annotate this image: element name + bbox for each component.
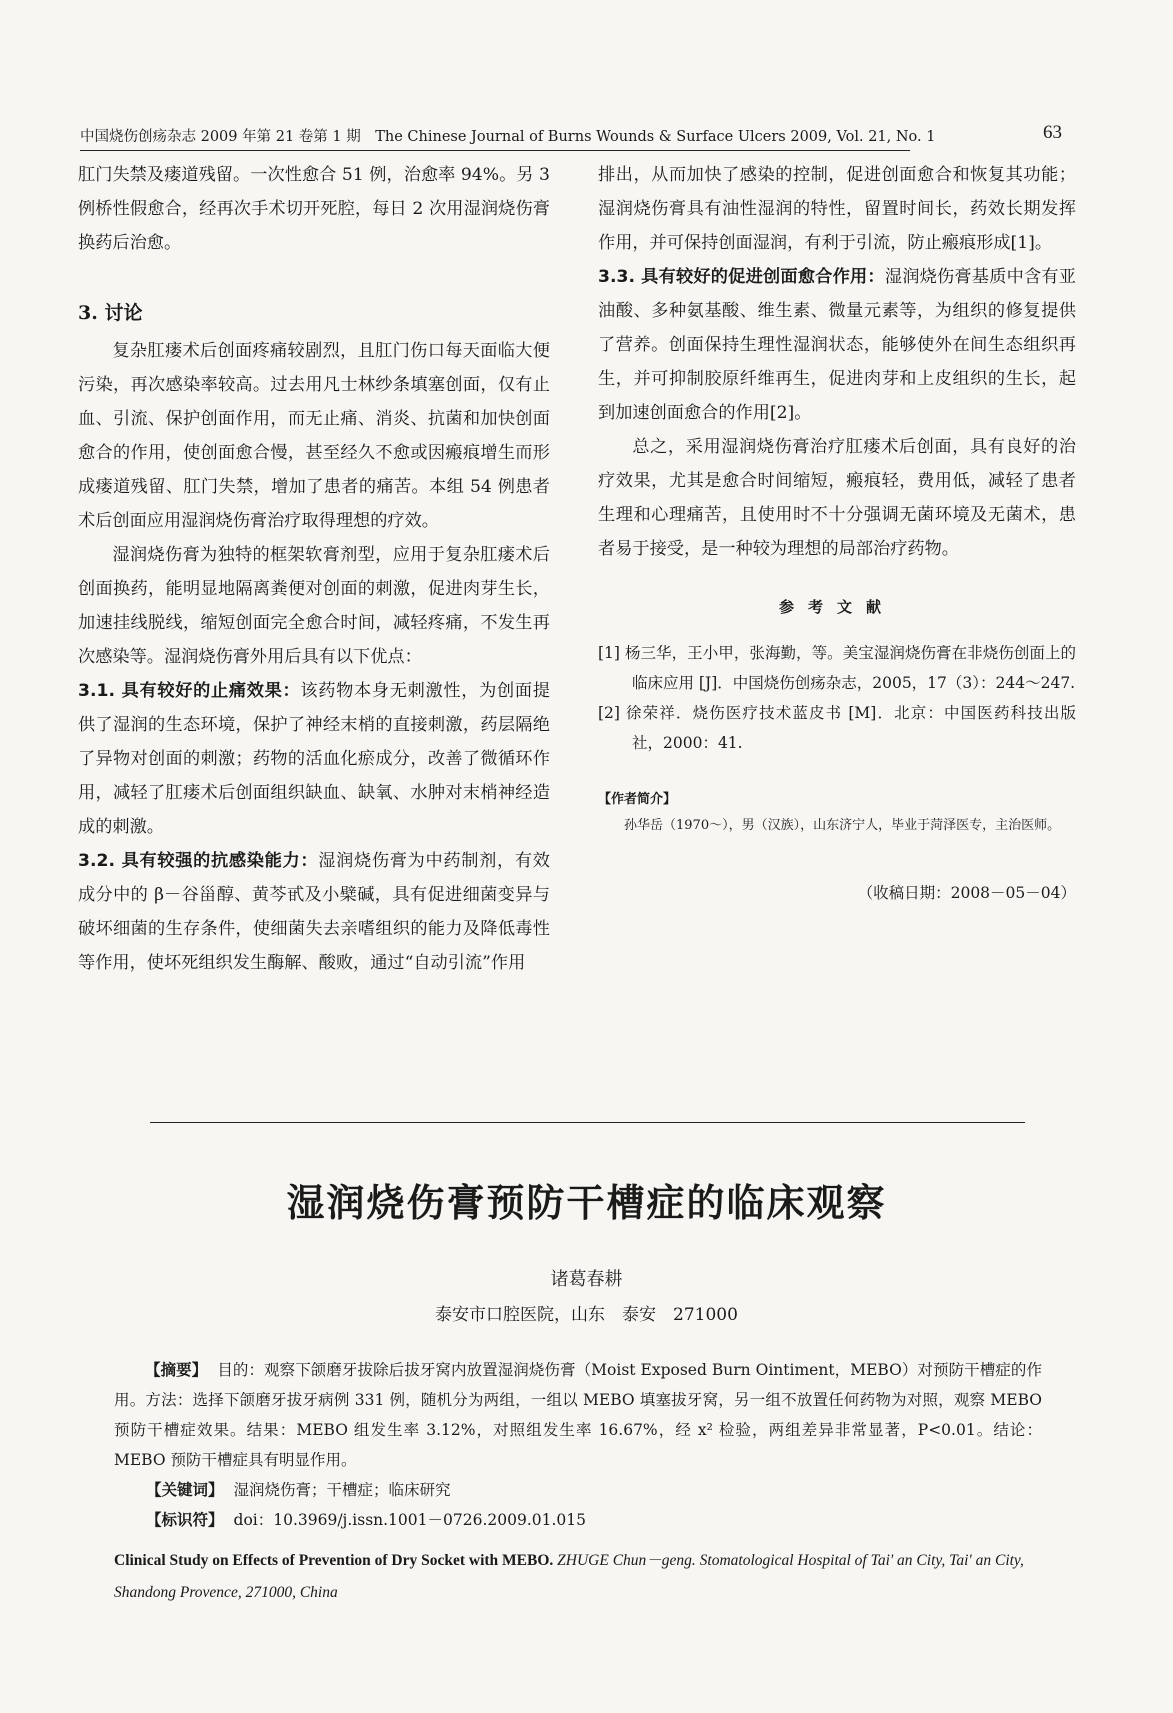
author-intro-body: 孙华岳（1970～），男（汉族），山东济宁人，毕业于菏泽医专，主治医师。 bbox=[624, 818, 1061, 833]
references-title: 参考文献 bbox=[778, 598, 895, 616]
section-3-1-body: 该药物本身无刺激性，为创面提供了湿润的生态环境，保护了神经末梢的直接刺激，药层隔绝了异物对创面的刺激；药物的活血化瘀成分，改善了微循环作用，减轻了肛瘘术后创面组织缺血、缺氧、水肿对末梢神经造成的刺激。 bbox=[78, 681, 550, 837]
article-title: 湿润烧伤膏预防干槽症的临床观察 bbox=[286, 1181, 887, 1225]
keywords bbox=[114, 1475, 1042, 1505]
abstract bbox=[114, 1355, 1042, 1475]
section-3-1 bbox=[78, 674, 550, 844]
abstract-text: 目的：观察下颌磨牙拔除后拔牙窝内放置湿润烧伤膏（Moist Exposed Burn Ointiment，MEBO）对预防干槽症的作用。方法：选择下颌磨牙拔牙病例 331 例，随机分为两组，一组以 MEBO 填塞拔牙窝，另一组不放置任何药物为对照，观察 MEBO 预防干槽症效果。结果：MEBO 组发生率 3.12%，对照组发生率 16.67%，经 x² 检验，两组差异非常显著，P<0.01。结论：MEBO 预防干槽症具有明显作用。 bbox=[114, 1361, 1042, 1469]
identifier-tag: 【标识符】 bbox=[146, 1511, 224, 1529]
reference-2: [2] 徐荣祥．烧伤医疗技术蓝皮书 [M]．北京：中国医药科技出版社，2000：41. bbox=[598, 704, 1076, 752]
section-3-3 bbox=[598, 260, 1076, 430]
article-affiliation: 泰安市口腔医院，山东 泰安 271000 bbox=[435, 1305, 738, 1325]
identifier bbox=[114, 1505, 1042, 1535]
section-3-3-title: 3.3. 具有较好的促进创面愈合作用： bbox=[598, 267, 885, 287]
section-3-1-title: 3.1. 具有较好的止痛效果： bbox=[78, 681, 301, 701]
english-title-block bbox=[114, 1545, 1042, 1609]
english-title: Clinical Study on Effects of Prevention of Dry Socket with MEBO. bbox=[114, 1552, 554, 1569]
section-3-2-title: 3.2. 具有较强的抗感染能力： bbox=[78, 851, 319, 871]
identifier-text: doi：10.3969/j.issn.1001－0726.2009.01.015 bbox=[233, 1511, 586, 1529]
received-date: （收稿日期：2008－05－04） bbox=[857, 884, 1076, 902]
section-3-2-body: 湿润烧伤膏为中药制剂，有效成分中的 β－谷甾醇、黄芩甙及小檗碱，具有促进细菌变异与破坏细菌的生存条件，使细菌失去亲嗜组织的能力及降低毒性等作用，使坏死组织发生酶解、酸败，通过“自动引流”作用 bbox=[78, 851, 550, 973]
article-divider bbox=[150, 1122, 1025, 1123]
right-column bbox=[598, 158, 1076, 910]
keywords-tag: 【关键词】 bbox=[146, 1481, 224, 1499]
english-author-affiliation: ZHUGE Chun－geng. Stomatological Hospital of Tai' an City, Tai' an City, Shandong Provence, 271000, China bbox=[114, 1552, 1024, 1601]
section-3-title: 3. 讨论 bbox=[78, 302, 143, 324]
left-column bbox=[78, 158, 550, 980]
conclusion-paragraph: 总之，采用湿润烧伤膏治疗肛瘘术后创面，具有良好的治疗效果，尤其是愈合时间缩短，瘢痕轻，费用低，减轻了患者生理和心理痛苦，且使用时不十分强调无菌环境及无菌术，患者易于接受，是一种较为理想的局部治疗药物。 bbox=[598, 437, 1076, 559]
continued-paragraph: 排出，从而加快了感染的控制，促进创面愈合和恢复其功能；湿润烧伤膏具有油性湿润的特性，留置时间长，药效长期发挥作用，并可保持创面湿润，有利于引流，防止瘢痕形成[1]。 bbox=[598, 165, 1076, 253]
keywords-text: 湿润烧伤膏；干槽症；临床研究 bbox=[233, 1481, 451, 1499]
abstract-block bbox=[114, 1355, 1042, 1535]
author-intro-heading: 【作者简介】 bbox=[598, 792, 677, 807]
section-3-3-body: 湿润烧伤膏基质中含有亚油酸、多种氨基酸、维生素、微量元素等，为组织的修复提供了营养。创面保持生理性湿润状态，能够使外在间生态组织再生，并可抑制胶原纤维再生，促进肉芽和上皮组织的生长，起到加速创面愈合的作用[2]。 bbox=[598, 267, 1076, 423]
intro-paragraph: 肛门失禁及瘘道残留。一次性愈合 51 例，治愈率 94%。另 3 例桥性假愈合，经再次手术切开死腔，每日 2 次用湿润烧伤膏换药后治愈。 bbox=[78, 165, 550, 253]
running-head: 中国烧伤创疡杂志 2009 年第 21 卷第 1 期 The Chinese Journal of Burns Wounds & Surface Ulcers 2009, Vol. 21, No. 1 bbox=[80, 125, 910, 151]
discussion-paragraph-2: 湿润烧伤膏为独特的框架软膏剂型，应用于复杂肛瘘术后创面换药，能明显地隔离粪便对创面的刺激，促进肉芽生长，加速挂线脱线，缩短创面完全愈合时间，减轻疼痛，不发生再次感染等。湿润烧伤膏外用后具有以下优点： bbox=[78, 545, 550, 667]
reference-1: [1] 杨三华，王小甲，张海勤，等。美宝湿润烧伤膏在非烧伤创面上的临床应用 [J]．中国烧伤创疡杂志，2005，17（3）：244～247. bbox=[598, 644, 1076, 692]
section-3-2 bbox=[78, 844, 550, 980]
article-author: 诸葛春耕 bbox=[550, 1269, 623, 1290]
page-number: 63 bbox=[1043, 122, 1062, 143]
abstract-tag: 【摘要】 bbox=[145, 1361, 208, 1379]
discussion-paragraph-1: 复杂肛瘘术后创面疼痛较剧烈，且肛门伤口每天面临大便污染，再次感染率较高。过去用凡士林纱条填塞创面，仅有止血、引流、保护创面作用，而无止痛、消炎、抗菌和加快创面愈合的作用，使创面愈合慢，甚至经久不愈或因瘢痕增生而形成瘘道残留、肛门失禁，增加了患者的痛苦。本组 54 例患者术后创面应用湿润烧伤膏治疗取得理想的疗效。 bbox=[78, 341, 550, 531]
